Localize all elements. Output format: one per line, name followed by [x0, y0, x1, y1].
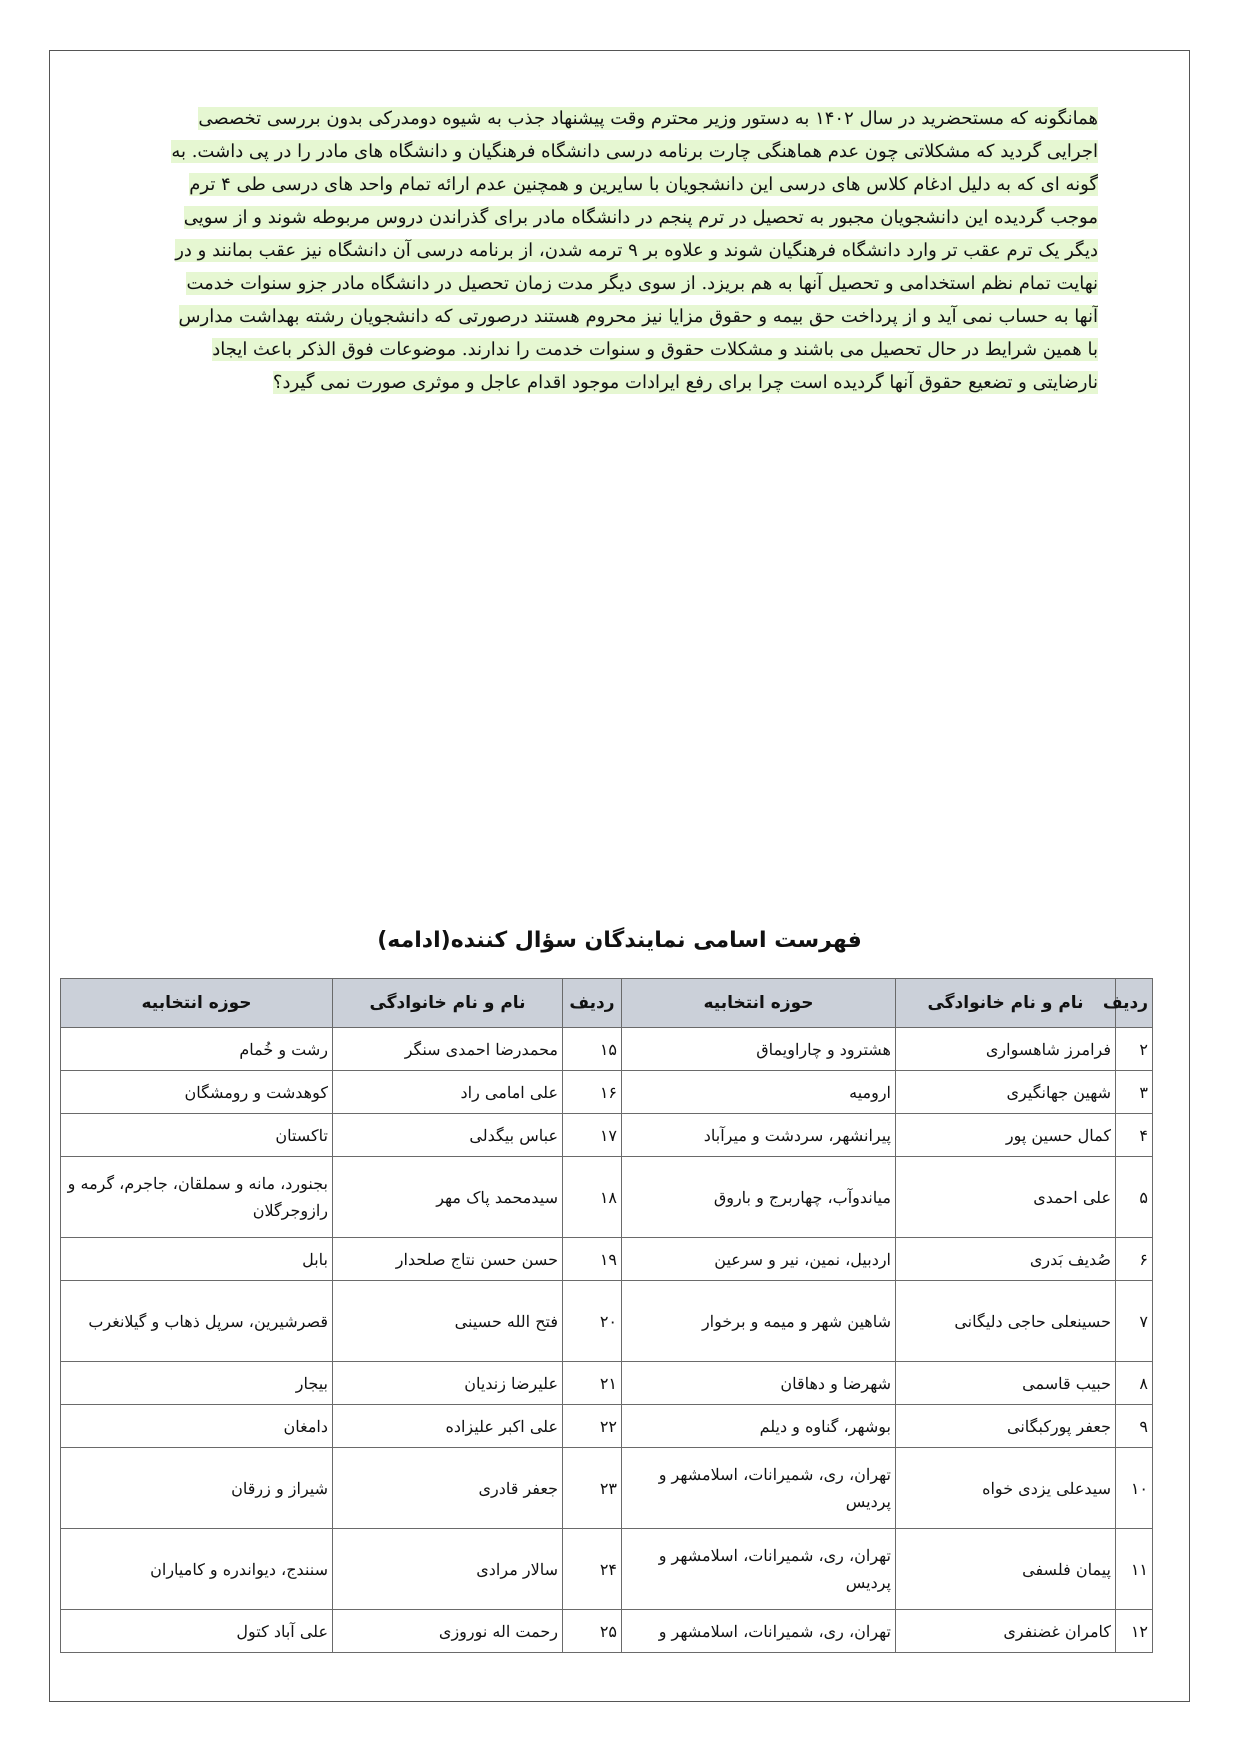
constituency: رشت و خُمام [61, 1028, 333, 1071]
header-full-name: نام و نام خانوادگی [896, 979, 1116, 1028]
row-number: ۲۵ [563, 1610, 622, 1653]
row-number: ۲ [1116, 1028, 1153, 1071]
constituency: بیجار [61, 1362, 333, 1405]
representative-name: جعفر قادری [333, 1448, 563, 1529]
row-number: ۸ [1116, 1362, 1153, 1405]
representatives-table [60, 978, 1153, 1653]
table-row [61, 1448, 1153, 1529]
representative-name: سیدمحمد پاک مهر [333, 1157, 563, 1238]
header-constituency: حوزه انتخابیه [61, 979, 333, 1028]
representative-name: فتح الله حسینی [333, 1281, 563, 1362]
constituency: کوهدشت و رومشگان [61, 1071, 333, 1114]
row-number: ۳ [1116, 1071, 1153, 1114]
table-row [61, 1028, 1153, 1071]
row-number: ۱۲ [1116, 1610, 1153, 1653]
representative-name: علی امامی راد [333, 1071, 563, 1114]
constituency: ارومیه [622, 1071, 896, 1114]
representative-name: سالار مرادی [333, 1529, 563, 1610]
constituency: هشترود و چاراویماق [622, 1028, 896, 1071]
row-number: ۲۳ [563, 1448, 622, 1529]
representative-name: محمدرضا احمدی سنگر [333, 1028, 563, 1071]
row-number: ۱۶ [563, 1071, 622, 1114]
representative-name: فرامرز شاهسواری [896, 1028, 1116, 1071]
table-row [61, 1114, 1153, 1157]
paragraph-line: دیگر یک ترم عقب تر وارد دانشگاه فرهنگیان شوند و علاوه بر ۹ ترمه شدن، از برنامه درسی آن دانشگاه نیز عقب بمانند و در [175, 240, 1098, 261]
paragraph-line: نارضایتی و تضعیع حقوق آنها گردیده است چرا برای رفع ایرادات موجود اقدام عاجل و موثری صورت نمی گیرد؟ [272, 372, 1098, 393]
representative-name: صُدیف بَدری [896, 1238, 1116, 1281]
representative-name: حسینعلی حاجی دلیگانی [896, 1281, 1116, 1362]
row-number: ۲۰ [563, 1281, 622, 1362]
row-number: ۲۱ [563, 1362, 622, 1405]
constituency: سنندج، دیواندره و کامیاران [61, 1529, 333, 1610]
constituency: تهران، ری، شمیرانات، اسلامشهر و [622, 1610, 896, 1653]
constituency: قصرشیرین، سرپل ذهاب و گیلانغرب [61, 1281, 333, 1362]
constituency: میاندوآب، چهاربرج و باروق [622, 1157, 896, 1238]
paragraph-line: همانگونه که مستحضرید در سال ۱۴۰۲ به دستور وزیر محترم وقت پیشنهاد جذب به شیوه دومدرکی بدون بررسی تخصصی [198, 108, 1098, 129]
representative-name: علی اکبر علیزاده [333, 1405, 563, 1448]
representative-name: کامران غضنفری [896, 1610, 1116, 1653]
paragraph-line: موجب گردیده این دانشجویان مجبور به تحصیل در ترم پنجم در دانشگاه مادر برای گذراندن دروس مربوطه شوند و از سویی [183, 207, 1098, 228]
table-row [61, 1610, 1153, 1653]
representative-name: سیدعلی یزدی خواه [896, 1448, 1116, 1529]
constituency: شیراز و زرقان [61, 1448, 333, 1529]
table-row [61, 1529, 1153, 1610]
constituency: تهران، ری، شمیرانات، اسلامشهر و پردیس [622, 1529, 896, 1610]
representative-name: حسن حسن نتاج صلحدار [333, 1238, 563, 1281]
row-number: ۲۴ [563, 1529, 622, 1610]
paragraph-line: اجرایی گردید که مشکلاتی چون عدم هماهنگی چارت برنامه درسی دانشگاه فرهنگیان و دانشگاه های مادر را در پی داشت. به [171, 141, 1098, 162]
row-number: ۷ [1116, 1281, 1153, 1362]
constituency: دامغان [61, 1405, 333, 1448]
constituency: شهرضا و دهاقان [622, 1362, 896, 1405]
table-row [61, 1238, 1153, 1281]
representative-name: عباس بیگدلی [333, 1114, 563, 1157]
table-row [61, 1405, 1153, 1448]
constituency: پیرانشهر، سردشت و میرآباد [622, 1114, 896, 1157]
table-row [61, 1362, 1153, 1405]
constituency: شاهین شهر و میمه و برخوار [622, 1281, 896, 1362]
constituency: بابل [61, 1238, 333, 1281]
representative-name: شهین جهانگیری [896, 1071, 1116, 1114]
constituency: بجنورد، مانه و سملقان، جاجرم، گرمه و رازوجرگلان [61, 1157, 333, 1238]
table-row [61, 1071, 1153, 1114]
row-number: ۲۲ [563, 1405, 622, 1448]
constituency: بوشهر، گناوه و دیلم [622, 1405, 896, 1448]
table-row [61, 1157, 1153, 1238]
header-constituency: حوزه انتخابیه [622, 979, 896, 1028]
paragraph-line: آنها به حساب نمی آید و از پرداخت حق بیمه و حقوق مزایا نیز محروم هستند درصورتی که دانشجویان رشته بهداشت مدارس [178, 306, 1098, 327]
row-number: ۴ [1116, 1114, 1153, 1157]
representative-name: رحمت اله نوروزی [333, 1610, 563, 1653]
representative-name: علیرضا زندیان [333, 1362, 563, 1405]
representative-name: حبیب قاسمی [896, 1362, 1116, 1405]
question-paragraph [148, 102, 1098, 399]
row-number: ۱۱ [1116, 1529, 1153, 1610]
constituency: علی آباد کتول [61, 1610, 333, 1653]
representative-name: کمال حسین پور [896, 1114, 1116, 1157]
row-number: ۵ [1116, 1157, 1153, 1238]
row-number: ۱۸ [563, 1157, 622, 1238]
row-number: ۶ [1116, 1238, 1153, 1281]
table-title: فهرست اسامی نمایندگان سؤال کننده(ادامه) [377, 928, 862, 953]
table-row [61, 1281, 1153, 1362]
constituency: تاکستان [61, 1114, 333, 1157]
header-row-number: ردیف [1116, 979, 1153, 1028]
row-number: ۱۹ [563, 1238, 622, 1281]
row-number: ۱۵ [563, 1028, 622, 1071]
paragraph-line: نهایت تمام نظم استخدامی و تحصیل آنها به هم بریزد. از سوی دیگر مدت زمان تحصیل در دانشگاه مادر جزو سنوات خدمت [186, 273, 1098, 294]
representative-name: پیمان فلسفی [896, 1529, 1116, 1610]
representative-name: علی احمدی [896, 1157, 1116, 1238]
row-number: ۱۰ [1116, 1448, 1153, 1529]
paragraph-line: گونه ای که به دلیل ادغام کلاس های درسی این دانشجویان با سایرین و همچنین عدم ارائه تمام واحد های درسی طی ۴ ترم [189, 174, 1098, 195]
constituency: اردبیل، نمین، نیر و سرعین [622, 1238, 896, 1281]
row-number: ۱۷ [563, 1114, 622, 1157]
row-number: ۹ [1116, 1405, 1153, 1448]
table-header-row [61, 979, 1153, 1028]
header-full-name: نام و نام خانوادگی [333, 979, 563, 1028]
representative-name: جعفر پورکبگانی [896, 1405, 1116, 1448]
header-row-number: ردیف [563, 979, 622, 1028]
constituency: تهران، ری، شمیرانات، اسلامشهر و پردیس [622, 1448, 896, 1529]
paragraph-line: با همین شرایط در حال تحصیل می باشند و مشکلات حقوق و سنوات خدمت را ندارند. موضوعات فوق الذکر باعث ایجاد [212, 339, 1098, 360]
